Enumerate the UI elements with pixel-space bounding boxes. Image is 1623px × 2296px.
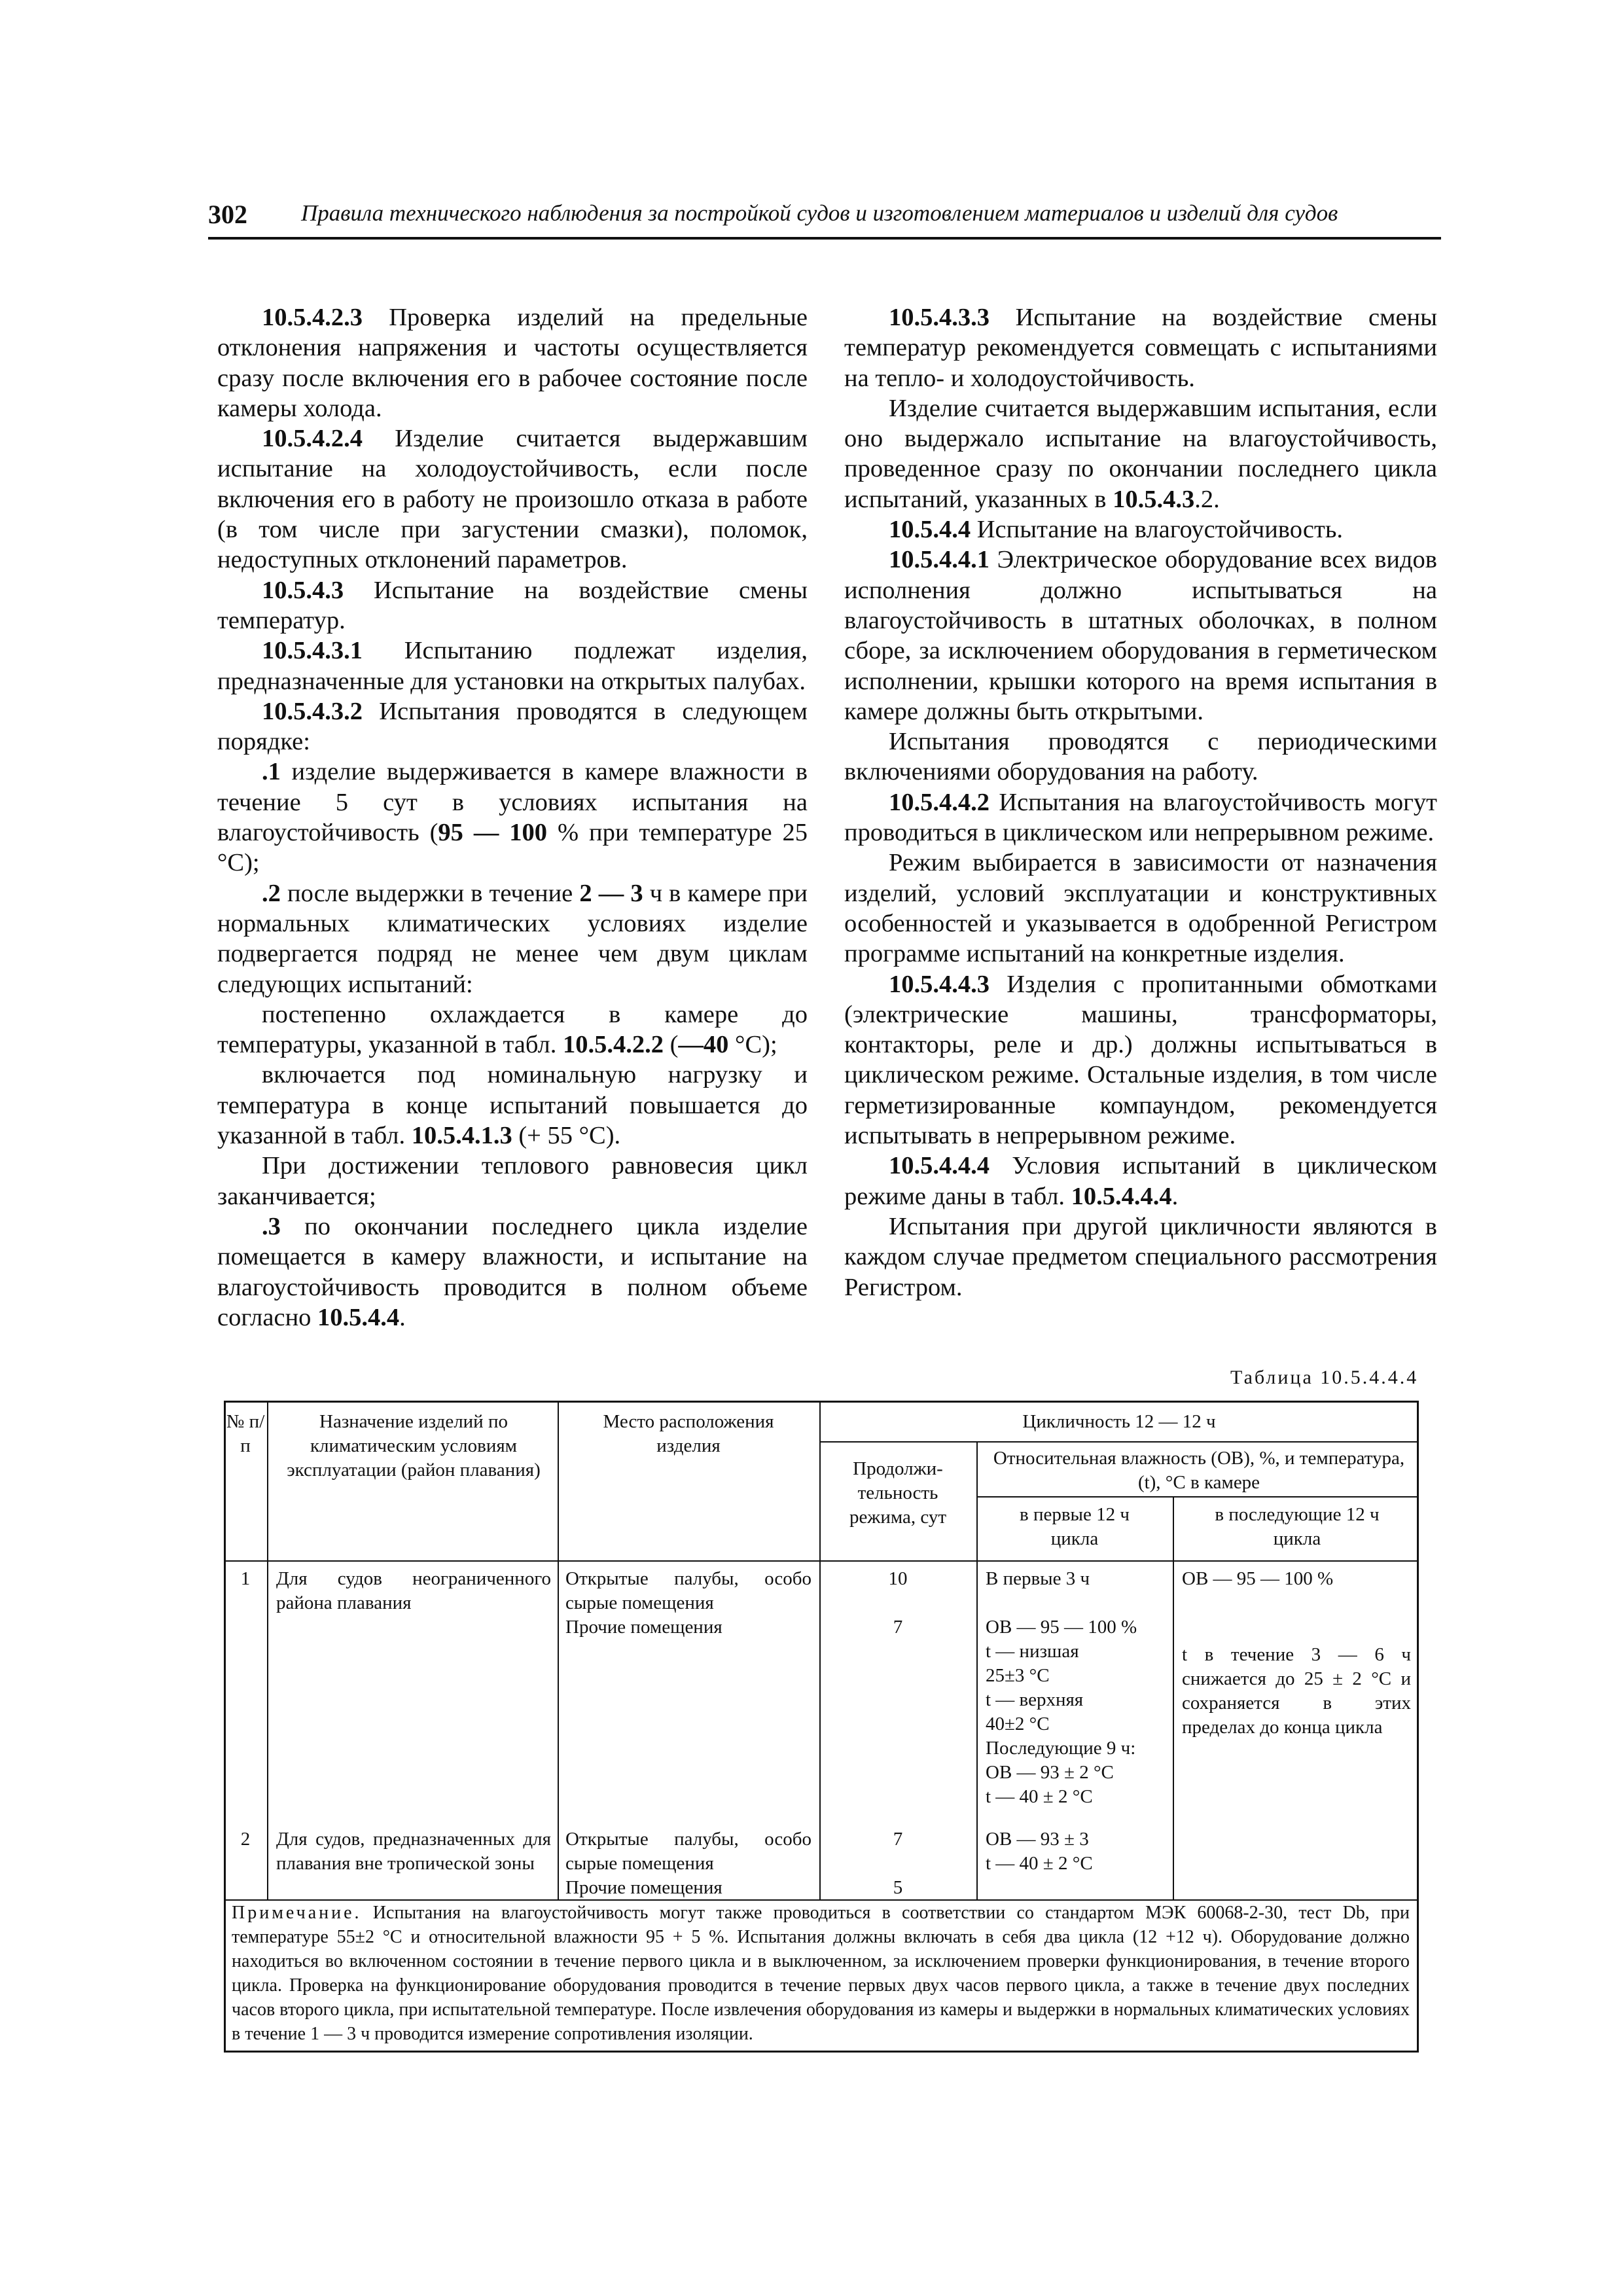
row2-location-2: Прочие помещения — [565, 1877, 722, 1898]
header-num: № п/п — [226, 1411, 265, 1456]
header-location: Место расположения изделия — [603, 1411, 774, 1456]
paragraph: 10.5.4.3.3 Испытание на воздействие смены температур рекомендуется совмещать с испытаниями на тепло- и холодоустойчивость. — [844, 304, 1437, 392]
row1-location-2: Прочие помещения — [565, 1617, 722, 1638]
cell-line: ОВ — 93 ± 3 — [986, 1829, 1089, 1850]
row1-next12-1: ОВ — 95 — 100 % — [1182, 1568, 1334, 1589]
grid-line — [224, 1560, 1417, 1562]
list-item: .1 изделие выдерживается в камере влажности в течение 5 сут в условиях испытания на влагоустойчивость (95 — 100 % при температуре 25 °С); — [217, 758, 808, 877]
grid-line — [558, 1401, 559, 1899]
running-title: Правила технического наблюдения за постройкой судов и изготовлением материалов и изделий для судов — [301, 200, 1338, 226]
list-item: .3 по окончании последнего цикла изделие помещается в камеру влажности, и испытание на влагоустойчивость проводится в полном объеме согласно 10.5.4.4. — [217, 1212, 808, 1331]
grid-line — [819, 1441, 1417, 1443]
cell-line: Последующие 9 ч: — [986, 1738, 1136, 1759]
cell-line: ОВ — 95 — 100 % — [986, 1617, 1137, 1638]
paragraph: Испытания проводятся с периодическими включениями оборудования на работу. — [844, 728, 1437, 786]
grid-line — [819, 1401, 821, 1899]
row2-num: 2 — [240, 1829, 251, 1850]
cell-line: t — 40 ± 2 °С — [986, 1786, 1093, 1807]
paragraph: включается под номинальную нагрузку и температура в конце испытаний повышается до указанной в табл. 10.5.4.1.3 (+ 55 °С). — [217, 1061, 808, 1150]
left-column — [217, 302, 808, 1333]
right-column — [844, 302, 1437, 1302]
running-header — [208, 196, 1441, 240]
grid-line — [976, 1496, 1417, 1498]
paragraph: 10.5.4.2.4 Изделие считается выдержавшим испытание на холодоустойчивость, если после включения его в работу не произошло отказа в работе (в том числе при загустении смазки), поломок, недоступных отклонений параметров. — [217, 425, 808, 574]
header-cycle: Цикличность 12 — 12 ч — [1022, 1411, 1216, 1432]
list-item: .2 после выдержки в течение 2 — 3 ч в камере при нормальных климатических условиях изделие подвергается подряд не менее чем двум циклам следующих испытаний: — [217, 879, 808, 998]
row1-num: 1 — [240, 1568, 251, 1589]
row2-location-1: Открытые палубы, особо сырые помещения — [565, 1829, 812, 1874]
row1-first12 — [986, 1567, 1169, 1809]
row1-duration-1: 10 — [888, 1568, 908, 1589]
grid-line — [976, 1441, 978, 1899]
note-text: Испытания на влагоустойчивость могут также проводиться в соответствии со стандартом МЭК 60068-2-30, тест Db, при температуре 55±2 °С и относительной влажности 95 + 5 %. Испытания должны включать в себя два цикла (12 +12 ч). Оборудование должно находиться во включенном состоянии в течение первого цикла и в выключенном, за исключением проверки функционирования, в течение второго цикла. Проверка на функционирование оборудования проводится в течение первых двух часов первого цикла, а также в течение двух последних часов второго цикла, при испытательной температуре. После извлечения оборудования из камеры и выдержки в нормальных климатических условиях в течение 1 — 3 ч проводится измерение сопротивления изоляции. — [232, 1903, 1410, 2044]
cell-line: t — верхняя — [986, 1689, 1084, 1710]
row2-purpose: Для судов, предназначенных для плавания вне тропической зоны — [276, 1829, 551, 1874]
paragraph: 10.5.4.4.1 Электрическое оборудование всех видов исполнения должно испытываться на влагоустойчивость в штатных оболочках, в полном сборе, за исключением оборудования в герметическом исполнении, крышки которого на время испытания в камере должны быть открытыми. — [844, 546, 1437, 725]
grid-line — [1173, 1496, 1174, 1899]
cell-line: t — 40 ± 2 °С — [986, 1853, 1093, 1874]
row1-duration-2: 7 — [893, 1617, 903, 1638]
header-first12: в первые 12 ч цикла — [1020, 1504, 1130, 1549]
header-purpose: Назначение изделий по климатическим условиям эксплуатации (район плавания) — [287, 1411, 541, 1480]
paragraph: Изделие считается выдержавшим испытания, если оно выдержало испытание на влагоустойчивость, проведенное сразу по окончании последнего цикла испытаний, указанных в 10.5.4.3.2. — [844, 394, 1437, 513]
cell-line: 40±2 °С — [986, 1713, 1050, 1734]
table-caption: Таблица 10.5.4.4.4 — [1230, 1367, 1419, 1388]
header-next12: в последующие 12 ч цикла — [1215, 1504, 1380, 1549]
paragraph: 10.5.4.3.1 Испытанию подлежат изделия, предназначенные для установки на открытых палубах. — [217, 637, 808, 695]
paragraph: Испытания при другой цикличности являются в каждом случае предметом специального рассмотрения Регистром. — [844, 1212, 1437, 1301]
cell-line: 25±3 °С — [986, 1665, 1050, 1686]
paragraph: 10.5.4.4.4 Условия испытаний в циклическом режиме даны в табл. 10.5.4.4.4. — [844, 1152, 1437, 1210]
header-humidity: Относительная влажность (ОВ), %, и температура, (t), °С в камере — [993, 1448, 1405, 1493]
paragraph: При достижении теплового равновесия цикл заканчивается; — [217, 1152, 808, 1210]
cell-line: ОВ — 93 ± 2 °С — [986, 1762, 1114, 1783]
grid-line — [267, 1401, 268, 1899]
paragraph: 10.5.4.4.3 Изделия с пропитанными обмотками (электрические машины, трансформаторы, контакторы, реле и др.) должны испытываться в циклическом режиме. Остальные изделия, в том числе герметизированные компаундом, рекомендуется испытывать в непрерывном режиме. — [844, 970, 1437, 1150]
note-label: Примечание. — [232, 1903, 362, 1923]
cell-line: В первые 3 ч — [986, 1568, 1090, 1589]
cell-line: t — низшая — [986, 1641, 1079, 1662]
row2-first12 — [986, 1827, 1169, 1876]
page-number: 302 — [208, 200, 247, 229]
row1-purpose: Для судов неограниченного района плавания — [276, 1568, 551, 1613]
header-duration: Продолжи-тельность режима, сут — [849, 1458, 947, 1528]
paragraph: постепенно охлаждается в камере до температуры, указанной в табл. 10.5.4.2.2 (—40 °С); — [217, 1000, 808, 1059]
test-conditions-table — [224, 1401, 1419, 2053]
paragraph: 10.5.4.2.3 Проверка изделий на предельные отклонения напряжения и частоты осуществляется сразу после включения его в рабочее состояние после камеры холода. — [217, 304, 808, 422]
row1-next12-2: t в течение 3 — 6 ч снижается до 25 ± 2 °С и сохраняется в этих пределах до конца цикла — [1182, 1644, 1411, 1738]
paragraph: 10.5.4.3.2 Испытания проводятся в следующем порядке: — [217, 697, 808, 756]
row2-duration-2: 5 — [893, 1877, 903, 1898]
cell-line — [986, 1591, 1169, 1615]
table-note — [232, 1901, 1410, 2046]
paragraph: Режим выбирается в зависимости от назначения изделий, условий эксплуатации и конструктивных особенностей и указывается в одобренной Регистром программе испытаний на конкретные изделия. — [844, 849, 1437, 968]
paragraph: 10.5.4.4.2 Испытания на влагоустойчивость могут проводиться в циклическом или непрерывном режиме. — [844, 788, 1437, 847]
row2-duration-1: 7 — [893, 1829, 903, 1850]
paragraph: 10.5.4.4 Испытание на влагоустойчивость. — [889, 516, 1344, 544]
paragraph: 10.5.4.3 Испытание на воздействие смены температур. — [217, 576, 808, 634]
row1-location-1: Открытые палубы, особо сырые помещения — [565, 1568, 812, 1613]
